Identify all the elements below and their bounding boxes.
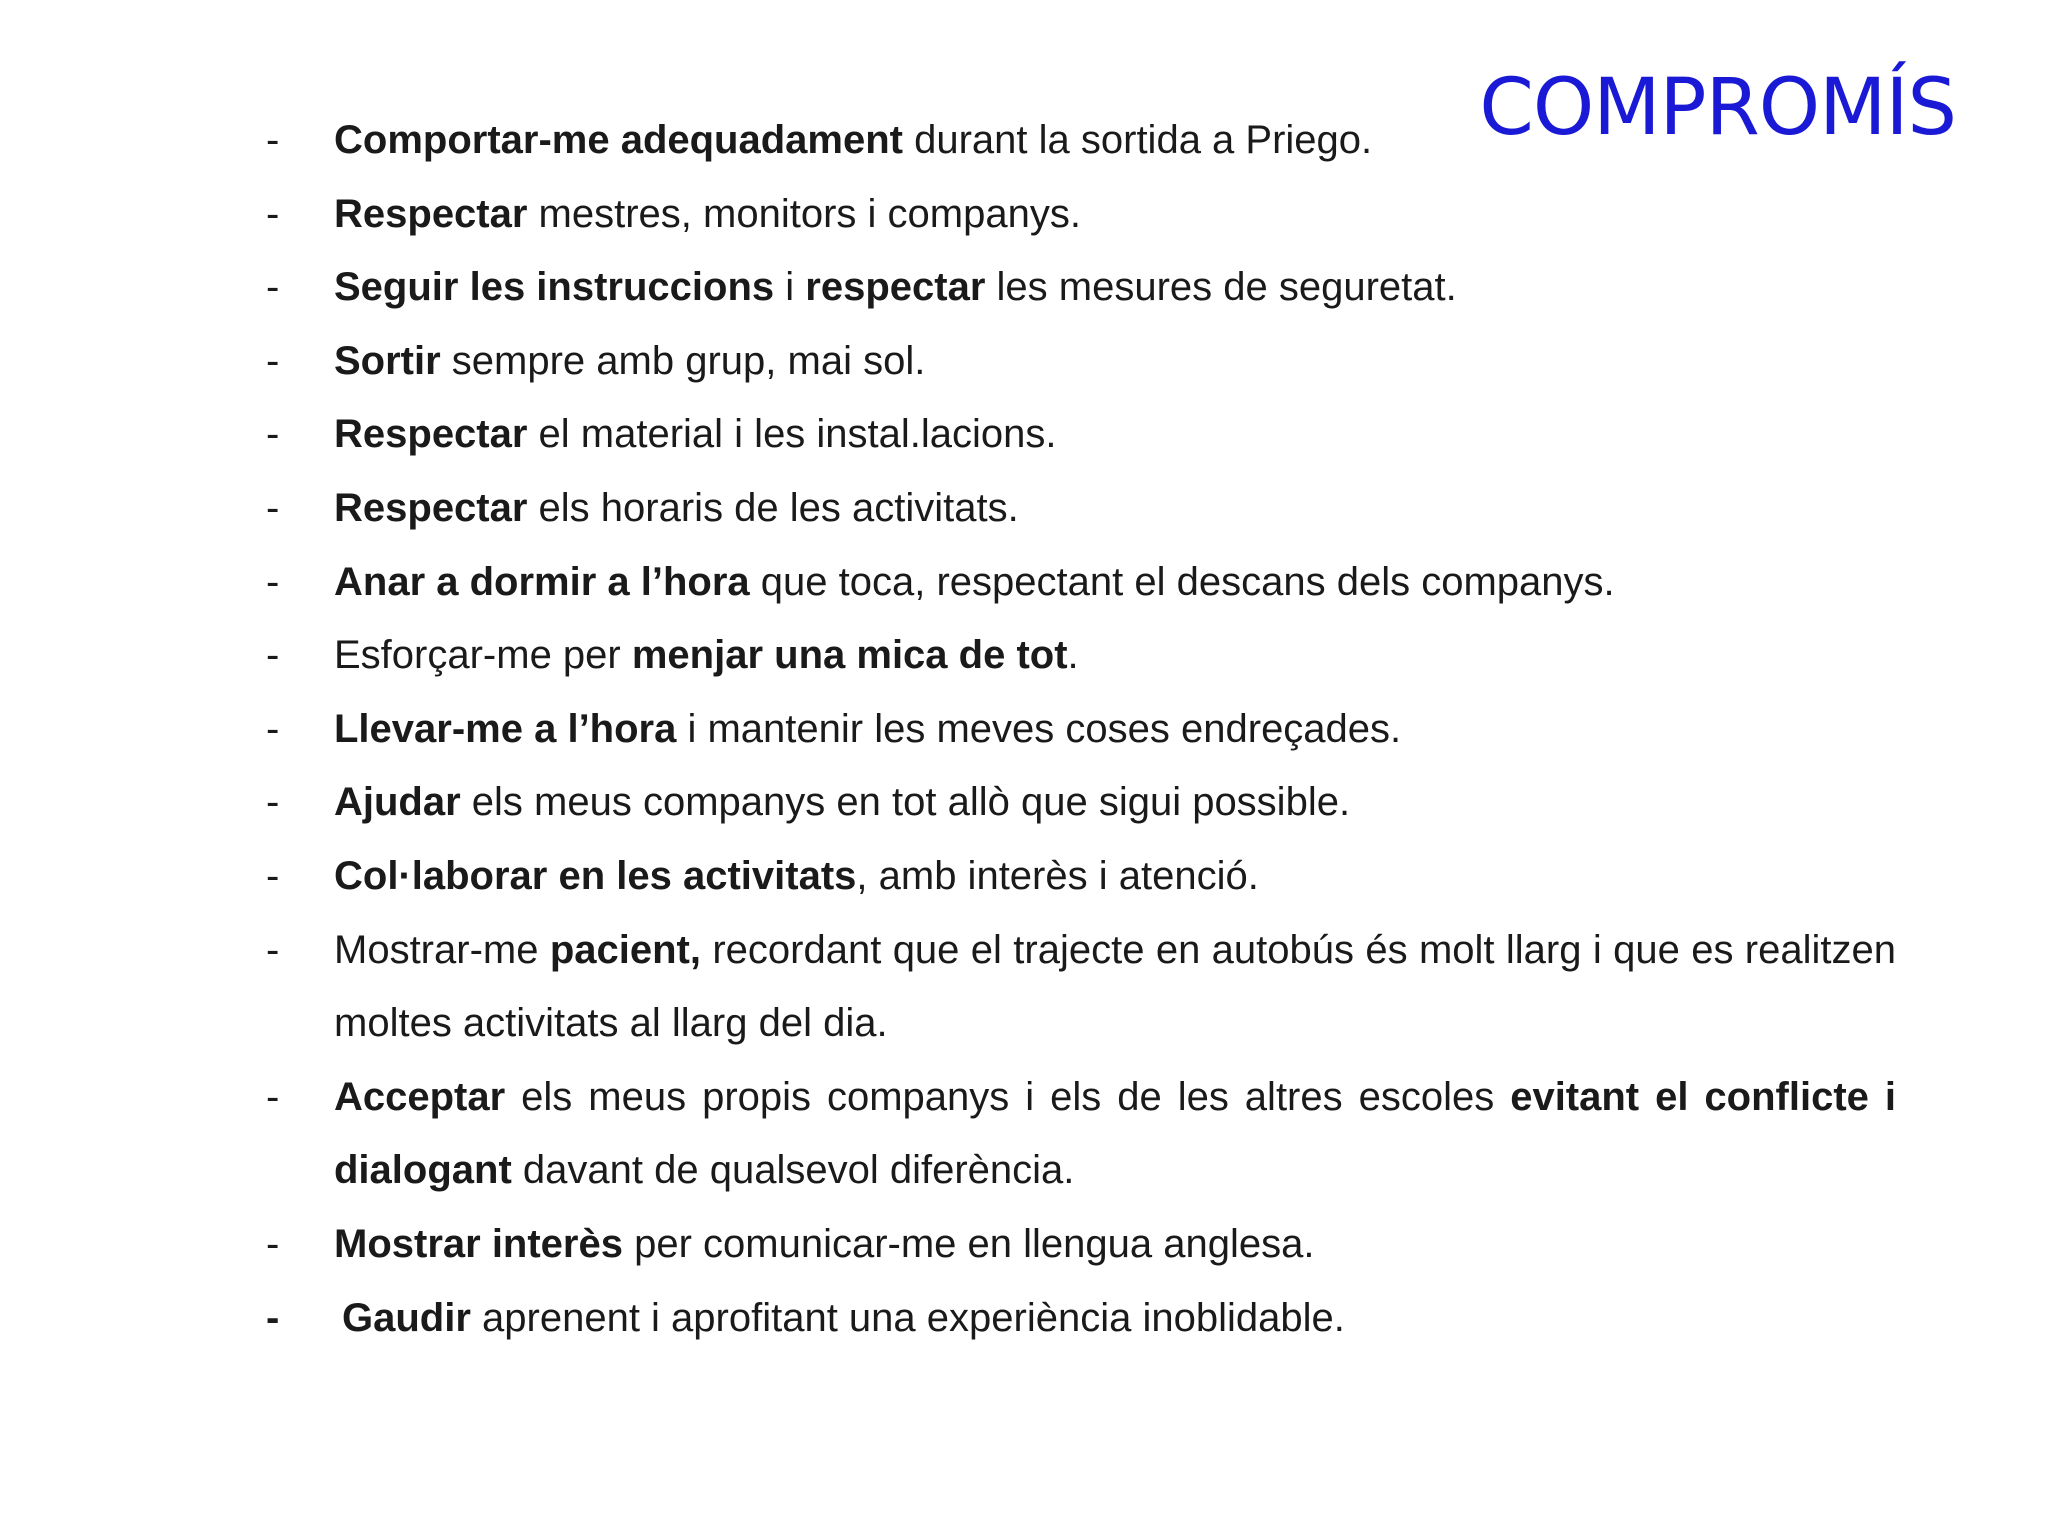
bullet-dash: - (266, 1074, 280, 1119)
text-run: els meus propis companys i els de les altres escoles (505, 1074, 1511, 1119)
bullet-dash: - (266, 485, 280, 530)
list-item (266, 1061, 1896, 1208)
bullet-dash: - (266, 706, 280, 751)
bold-text: Acceptar (334, 1074, 506, 1119)
list-item-text (334, 1296, 1345, 1340)
list-item (266, 1282, 1896, 1356)
bullet-dash: - (266, 118, 280, 162)
bullet-dash: - (266, 559, 280, 604)
list-item-text (334, 707, 1401, 751)
text-run: davant de qualsevol diferència. (511, 1148, 1075, 1193)
bullet-dash: - (266, 853, 280, 898)
text-run: el material i les instal.lacions. (527, 412, 1057, 457)
list-item (266, 693, 1896, 767)
page-title: COMPROMÍS (1479, 63, 1956, 154)
bold-text: Anar a dormir a l’hora (334, 559, 750, 604)
bold-text: Comportar-me adequadament (334, 118, 903, 162)
list-item (266, 178, 1896, 252)
list-item (266, 398, 1896, 472)
text-run: els meus companys en tot allò que sigui possible. (460, 780, 1351, 825)
list-item (266, 325, 1896, 399)
list-item-text (334, 854, 1259, 898)
bullet-dash: - (266, 191, 280, 236)
bold-text: Seguir les instruccions (334, 265, 775, 310)
list-item (266, 840, 1896, 914)
list-item (266, 619, 1896, 693)
list-item-text (334, 339, 925, 383)
list-item-text (334, 928, 1896, 1046)
bullet-dash: - (266, 265, 280, 310)
text-run: durant la sortida a Priego. (902, 118, 1373, 162)
bold-text: Sortir (334, 338, 441, 383)
text-run: Esforçar-me per (334, 633, 632, 678)
text-run: , amb interès i atenció. (856, 853, 1259, 898)
list-item-text (334, 412, 1057, 456)
text-run: i mantenir les meves coses endreçades. (676, 706, 1402, 751)
bold-text: Gaudir (342, 1295, 471, 1340)
list-item (266, 914, 1896, 1061)
bullet-dash: - (266, 780, 280, 825)
text-run: els horaris de les activitats. (527, 485, 1019, 530)
bold-text: Mostrar interès (334, 1221, 623, 1266)
list-item-text (334, 118, 1372, 162)
list-item (266, 472, 1896, 546)
list-item (266, 104, 1896, 178)
bullet-dash: - (266, 633, 280, 678)
bold-text: Col·laborar en les activitats (334, 853, 857, 898)
text-run: per comunicar-me en llengua anglesa. (622, 1221, 1315, 1266)
text-run: aprenent i aprofitant una experiència inoblidable. (470, 1295, 1345, 1340)
bullet-dash: - (266, 338, 280, 383)
bold-text: evitant el conflicte i dialogant (334, 1074, 1896, 1193)
bold-text: Llevar-me a l’hora (334, 706, 677, 751)
bold-text: pacient, (549, 927, 701, 972)
list-item-text (334, 265, 1457, 309)
list-item (266, 251, 1896, 325)
text-run: recordant que el trajecte en autobús és molt llarg i que es realitzen moltes activitats al llarg del dia. (334, 927, 1897, 1046)
bold-text: Ajudar (334, 780, 461, 825)
bullet-dash: - (266, 412, 280, 457)
text-run: . (1067, 633, 1079, 678)
list-item (266, 1208, 1896, 1282)
list-item-text (334, 633, 1079, 677)
bold-text: Respectar (334, 191, 528, 236)
list-item-text (334, 192, 1081, 236)
bold-text: respectar (805, 265, 986, 310)
text-run: que toca, respectant el descans dels companys. (749, 559, 1615, 604)
text-run: sempre amb grup, mai sol. (440, 338, 926, 383)
bold-text: menjar una mica de tot (631, 633, 1068, 678)
bullet-dash: - (266, 1295, 280, 1340)
text-run: les mesures de seguretat. (985, 265, 1457, 310)
list-item-text (334, 1075, 1896, 1193)
text-run: Mostrar-me (334, 927, 550, 972)
text-run: i (774, 265, 806, 310)
bullet-dash: - (266, 1221, 280, 1266)
list-item-text (334, 1222, 1315, 1266)
text-run: mestres, monitors i companys. (527, 191, 1081, 236)
bullet-dash: - (266, 927, 280, 972)
list-item (266, 546, 1896, 620)
list-item (266, 766, 1896, 840)
list-item-text (334, 486, 1019, 530)
commitment-list (266, 104, 1896, 1355)
bold-text: Respectar (334, 485, 528, 530)
list-item-text (334, 780, 1350, 824)
list-item-text (334, 560, 1615, 604)
bold-text: Respectar (334, 412, 528, 457)
